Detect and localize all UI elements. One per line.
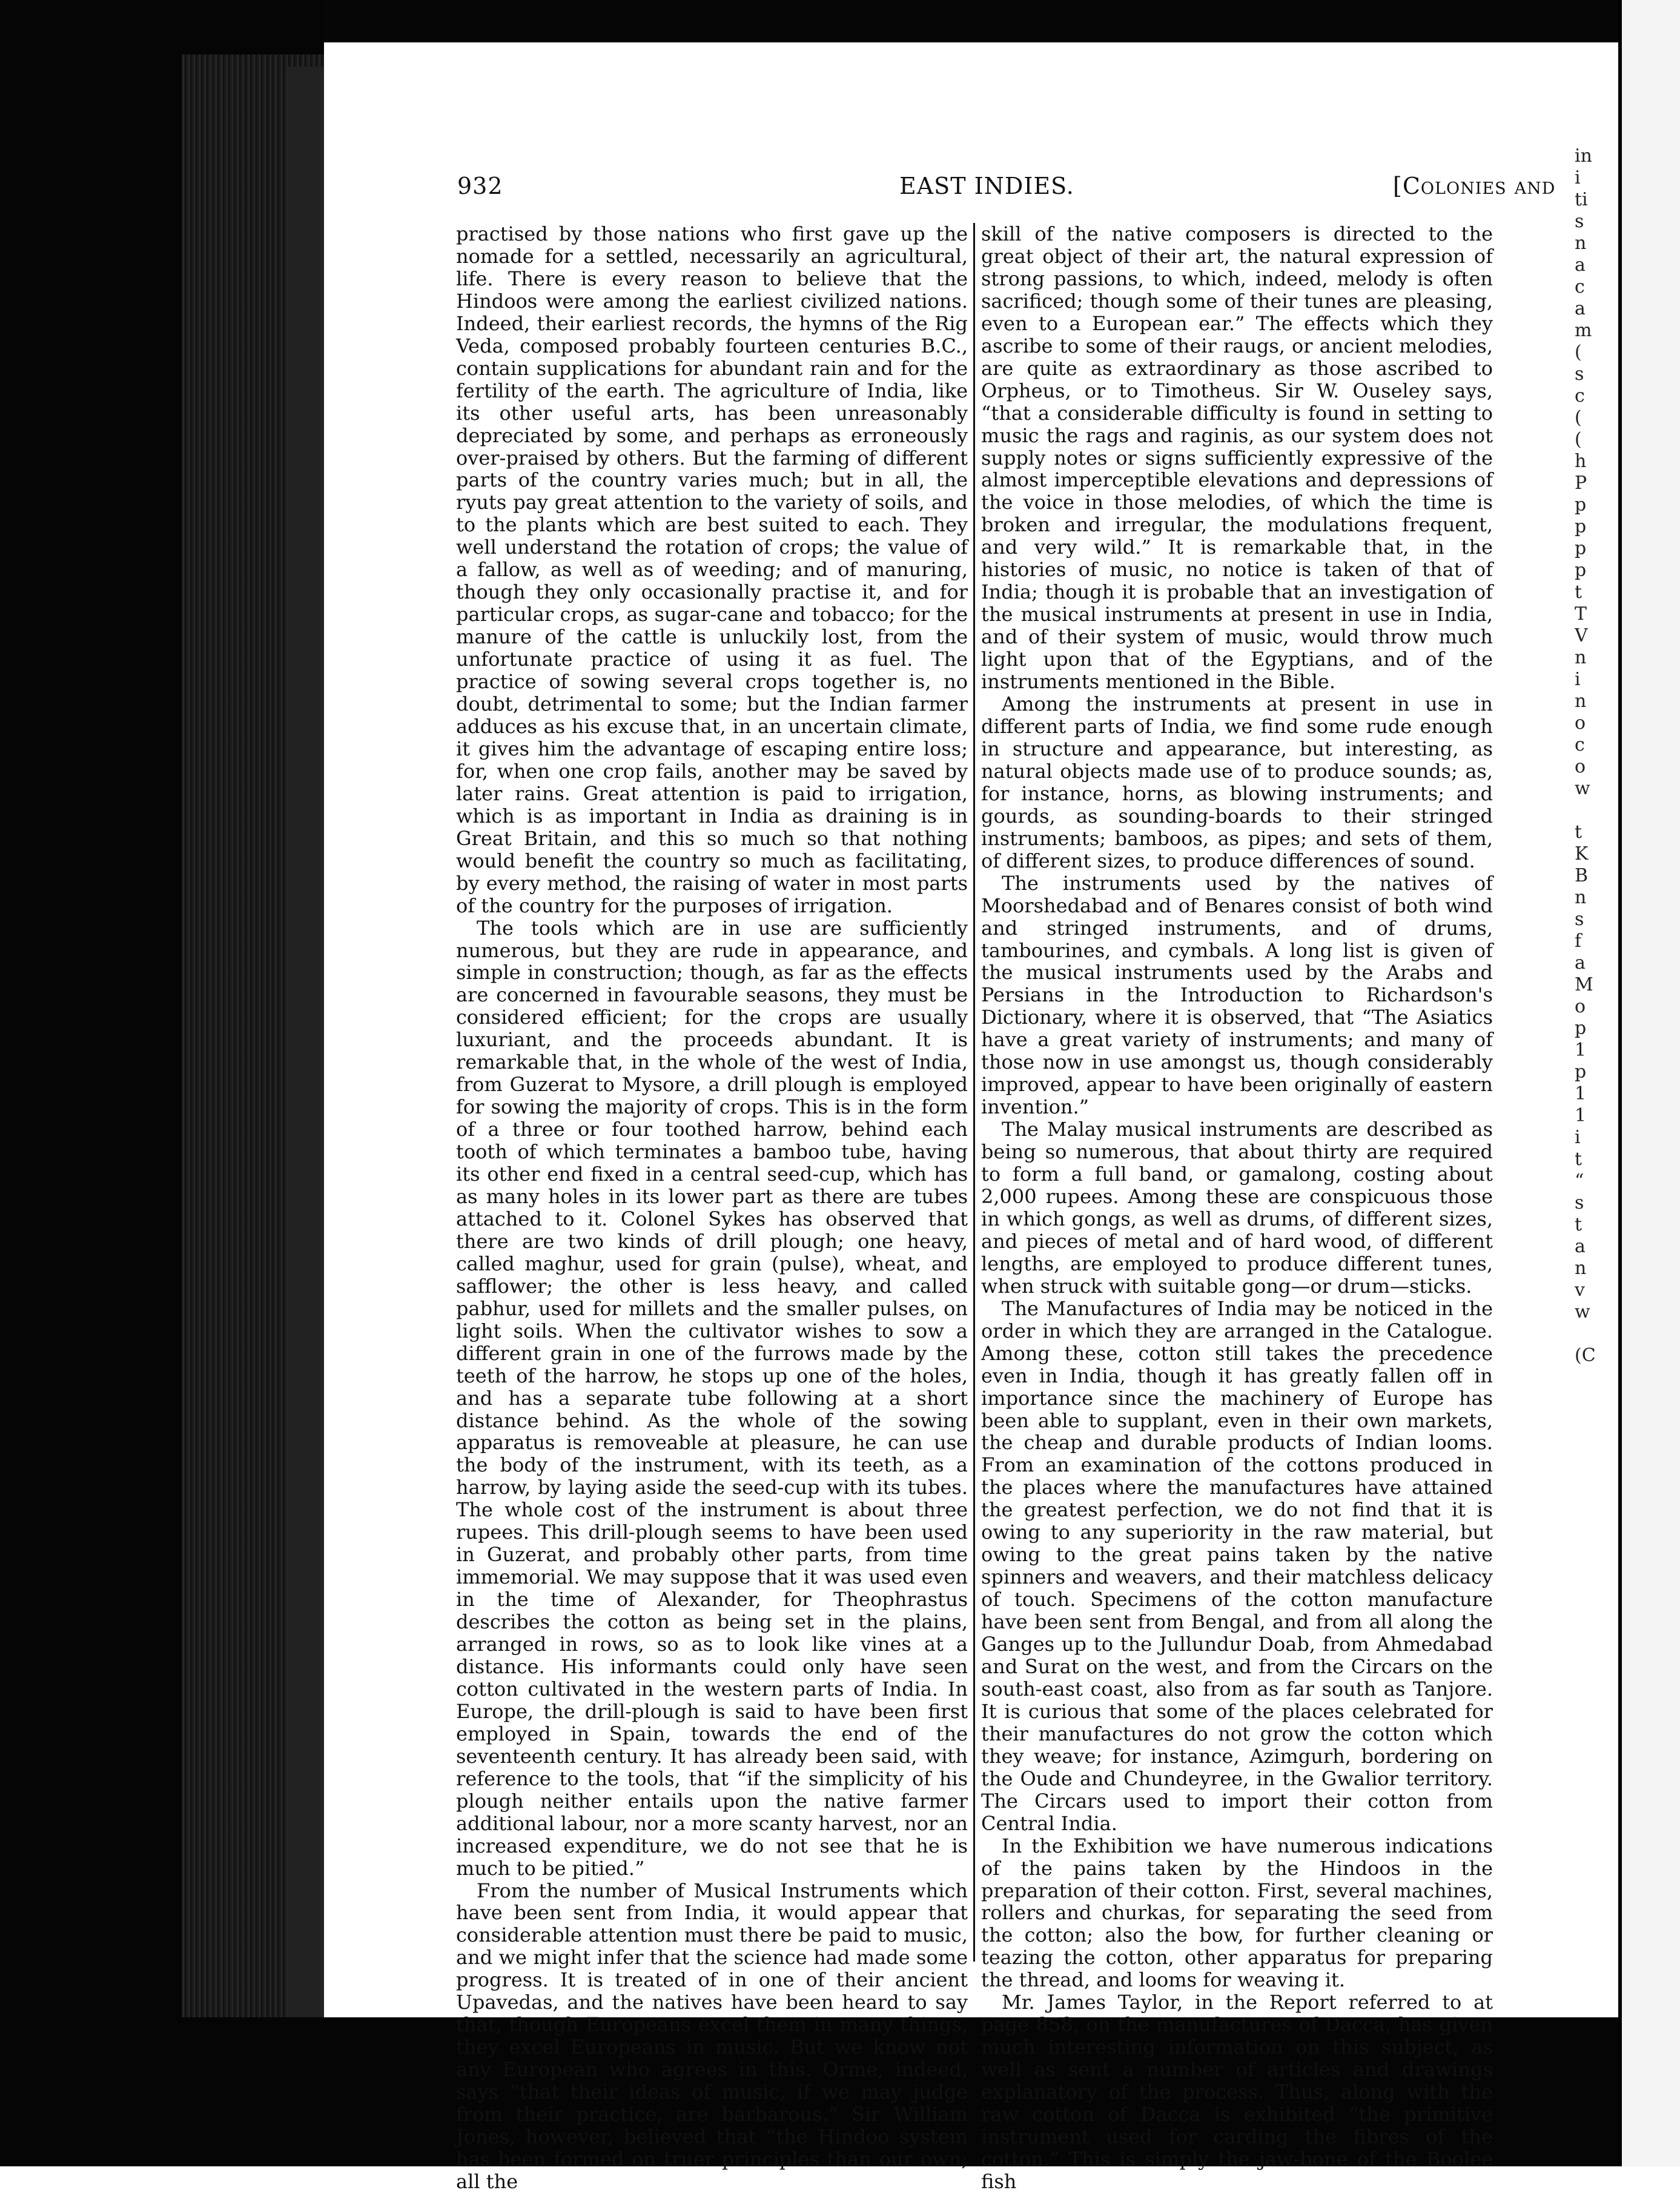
next-page-fragment: n — [1575, 1258, 1587, 1279]
next-page-fragment: 1 — [1575, 1083, 1587, 1104]
next-page-fragment: v — [1575, 1279, 1585, 1301]
next-page-fragment: t — [1575, 1214, 1582, 1235]
next-page-fragment: p — [1575, 494, 1587, 516]
next-page-fragment: t — [1575, 582, 1582, 603]
next-page-fragment: n — [1575, 233, 1587, 254]
next-page-strip — [1618, 0, 1680, 2166]
next-page-fragment: c — [1575, 734, 1585, 755]
next-page-fragment: B — [1575, 865, 1589, 886]
paragraph: The tools which are in use are sufficiently numerous, but they are rude in appearance, and simple in construction; though, as far as the effects are concerned in favourable seasons, they must be considered efficient; for the crops are usually luxuriant, and the proceeds abundant. It is remarkable that, in the whole of the west of India, from Guzerat to Mysore, a drill plough is employed for sowing the majority of crops. This is in the form of a three or four toothed harrow, behind each tooth of which terminates a bamboo tube, having its other end fixed in a central seed-cup, which has as many holes in its lower part as there are tubes attached to it. Colonel Sykes has observed that there are two kinds of drill plough; one heavy, called maghur, used for grain (pulse), wheat, and safflower; the other is less heavy, and called pabhur, used for millets and the smaller pulses, on light soils. When the cultivator wishes to sow a different grain in one of the furrows made by the teeth of the harrow, he stops up one of the holes, and has a separate tube following at a short distance behind. As the whole of the sowing apparatus is removeable at pleasure, he can use the body of the instrument, with its teeth, as a harrow, by laying aside the seed-cup with its tubes. The whole cost of the instrument is about three rupees. This drill-plough seems to have been used in Guzerat, and probably other parts, from time immemorial. We may suppose that it was used even in the time of Alexander, for Theophrastus describes the cotton as being set in the plains, arranged in rows, so as to look like vines at a distance. His informants could only have seen cotton cultivated in the western parts of India. In Europe, the drill-plough is said to have been first employed in Spain, towards the end of the seventeenth century. It has already been said, with reference to the tools, that “if the simplicity of his plough neither entails upon the native farmer additional labour, nor a more scanty harvest, nor an increased expenditure, we do not see that he is much to be pitied.” — [456, 916, 968, 1880]
next-page-fragment: o — [1575, 996, 1586, 1017]
next-page-fragment: 1 — [1575, 1105, 1587, 1126]
next-page-fragment: i — [1575, 167, 1581, 188]
running-title: EAST INDIES. — [899, 173, 1074, 199]
scan-dark-margin-top — [324, 0, 1618, 42]
next-page-fragment: s — [1575, 363, 1584, 385]
next-page-fragment — [1575, 1323, 1611, 1345]
next-page-fragment: n — [1575, 647, 1587, 668]
next-page-fragment: M — [1575, 974, 1593, 995]
next-page-fragment: s — [1575, 909, 1584, 930]
next-page-fragment: p — [1575, 1061, 1587, 1083]
next-page-fragment: p — [1575, 560, 1587, 581]
paragraph: In the Exhibition we have numerous indications of the pains taken by the Hindoos in the preparation of their cotton. First, several machines, rollers and churkas, for separating the seed from the cotton; also the bow, for further cleaning or teazing the cotton, other apparatus for preparing the thread, and looms for weaving it. — [981, 1834, 1493, 1992]
next-page-fragment: a — [1575, 298, 1586, 319]
paragraph: The Malay musical instruments are described as being so numerous, that about thirty are required to form a full band, or gamalong, costing about 2,000 rupees. Among these are conspicuous those in which gongs, as well as drums, of different sizes, and pieces of metal and of hard wood, of different lengths, are employed to produce different tunes, when struck with suitable gong—or drum—sticks. — [981, 1118, 1493, 1298]
running-section-title: [Colonies and — [1393, 173, 1556, 199]
paragraph: From the number of Musical Instruments which have been sent from India, it would appear that considerable attention must there be paid to music, and we might infer that the science had made some progress. It is treated of in one of their ancient Upavedas, and the natives have been heard to say that, though Europeans excel them in many things, they excel Europeans in music. But we know not any European who agrees in this. Orme, indeed, says “that their ideas of music, if we may judge from their practice, are barbarous.” Sir William Jones, however, believed that “the Hindoo system has been formed on truer principles than our own; all the — [456, 1879, 968, 2193]
next-page-fragment: in — [1575, 145, 1592, 167]
next-page-fragment: a — [1575, 952, 1586, 974]
next-page-fragment — [1575, 800, 1611, 821]
next-page-fragment: T — [1575, 603, 1587, 625]
next-page-fragment: w — [1575, 1301, 1590, 1322]
next-page-fragment: n — [1575, 887, 1587, 908]
paragraph: Mr. James Taylor, in the Report referred to at page 858, on the manufactures of Dacca, has given much interesting information on this subject, as well as sent a number of articles and drawings explanatory of the process. Thus, along with the raw cotton of Dacca is exhibited “the primitive instrument used for carding the fibres of the cotton.” This is simply the jaw-bone of the Boolee fish — [981, 1991, 1493, 2193]
next-page-fragment: K — [1575, 843, 1589, 864]
left-column — [456, 223, 968, 2193]
next-page-fragment: w — [1575, 778, 1590, 799]
next-page-fragment: s — [1575, 211, 1584, 232]
next-page-fragment: p — [1575, 538, 1587, 559]
next-page-fragment: a — [1575, 1236, 1586, 1257]
next-page-text-fragments — [1575, 145, 1611, 1367]
next-page-fragment: V — [1575, 625, 1588, 646]
column-divider — [973, 223, 975, 1962]
next-page-fragment: s — [1575, 1192, 1584, 1213]
next-page-fragment: f — [1575, 931, 1582, 952]
next-page-fragment: h — [1575, 451, 1587, 472]
next-page-fragment: (C — [1575, 1345, 1596, 1366]
paragraph: practised by those nations who first gave up the nomade for a settled, necessarily an agricultural, life. There is every reason to believe that the Hindoos were among the earliest civilized nations. Indeed, their earliest records, the hymns of the Rig Veda, composed probably fourteen centuries B.C., contain supplications for abundant rain and for the fertility of the earth. The agriculture of India, like its other useful arts, has been unreasonably depreciated by some, and perhaps as erroneously over-praised by others. But the farming of different parts of the country varies much; but in all, the ryuts pay great attention to the variety of soils, and to the plants which are best suited to each. They well understand the rotation of crops; the value of a fallow, as well as of weeding; and of manuring, though they only occasionally practise it, and for particular crops, as sugar-cane and tobacco; for the manure of the cattle is unluckily lost, from the unfortunate practice of using it as fuel. The practice of sowing several crops together is, no doubt, detrimental to some; but the Indian farmer adduces as his excuse that, in an uncertain climate, it gives him the advantage of escaping entire loss; for, when one crop fails, another may be saved by later rains. Great attention is paid to irrigation, which is as important in India as draining is in Great Britain, and this so much so that nothing would benefit the country so much as facilitating, by every method, the raising of water in most parts of the country for the purposes of irrigation. — [456, 222, 968, 917]
next-page-fragment: ( — [1575, 342, 1582, 363]
next-page-fragment: i — [1575, 1127, 1581, 1148]
book-spine-shadow — [288, 67, 324, 2042]
next-page-fragment: t — [1575, 821, 1582, 843]
next-page-fragment: ( — [1575, 407, 1582, 428]
next-page-fragment: n — [1575, 691, 1587, 712]
next-page-fragment: p — [1575, 516, 1587, 537]
next-page-fragment: m — [1575, 320, 1592, 341]
next-page-fragment: i — [1575, 669, 1581, 690]
next-page-fragment: t — [1575, 1149, 1582, 1170]
next-page-fragment: ti — [1575, 189, 1588, 210]
paragraph: The instruments used by the natives of Moorshedabad and of Benares consist of both wind and stringed instruments, and of drums, tambourines, and cymbals. A long list is given of the musical instruments used by the Arabs and Persians in the Introduction to Richardson's Dictionary, where it is observed, that “The Asiatics have a great variety of instruments; and many of those now in use amongst us, though considerably improved, appear to have been originally of eastern invention.” — [981, 871, 1493, 1119]
right-column — [981, 223, 1493, 2193]
next-page-fragment: c — [1575, 385, 1585, 406]
page-number: 932 — [457, 173, 503, 199]
next-page-fragment: 1 — [1575, 1040, 1587, 1061]
next-page-fragment: ( — [1575, 429, 1582, 450]
next-page-fragment: “ — [1575, 1170, 1584, 1192]
next-page-fragment: o — [1575, 756, 1586, 777]
next-page-fragment: P — [1575, 473, 1587, 494]
next-page-fragment: o — [1575, 712, 1586, 734]
paragraph: The Manufactures of India may be noticed in the order in which they are arranged in the Catalogue. Among these, cotton still takes the precedence even in India, though it has greatly fallen off in importance since the machinery of Europe has been able to supplant, even in their own markets, the cheap and durable products of Indian looms. From an examination of the cottons produced in the places where the manufactures have attained the greatest perfection, we do not find that it is owing to any superiority in the raw material, but owing to the great pains taken by the native spinners and weavers, and their matchless delicacy of touch. Specimens of the cotton manufacture have been sent from Bengal, and from all along the Ganges up to the Jullundur Doab, from Ahmedabad and Surat on the west, and from the Circars on the south-east coast, also from as far south as Tanjore. It is curious that some of the places celebrated for their manufactures do not grow the cotton which they weave; for instance, Azimgurh, bordering on the Oude and Chundeyree, in the Gwalior territory. The Circars used to import their cotton from Central India. — [981, 1296, 1493, 1835]
next-page-fragment: a — [1575, 254, 1586, 276]
next-page-fragment: c — [1575, 276, 1585, 297]
book-page — [324, 42, 1618, 2193]
paragraph: Among the instruments at present in use in different parts of India, we find some rude enough in structure and appearance, but interesting, as natural objects made use of to produce sounds; as, for instance, horns, as blowing instruments; and gourds, as sounding-boards to their stringed instruments; bamboos, as pipes; and sets of them, of different sizes, to produce differences of sound. — [981, 692, 1493, 872]
paragraph: skill of the native composers is directed to the great object of their art, the natural expression of strong passions, to which, indeed, melody is often sacrificed; though some of their tunes are pleasing, even to a European ear.” The effects which they ascribe to some of their raugs, or ancient melodies, are quite as extraordinary as those ascribed to Orpheus, or to Timotheus. Sir W. Ouseley says, “that a considerable difficulty is found in setting to music the rags and raginis, as our system does not supply notes or signs sufficiently expressive of the almost imperceptible elevations and depressions of the voice in those melodies, of which the time is broken and irregular, the modulations frequent, and very wild.” It is remarkable that, in the histories of music, no notice is taken of that of India; though it is probable that an investigation of the musical instruments at present in use in India, and of their system of music, would throw much light upon that of the Egyptians, and of the instruments mentioned in the Bible. — [981, 222, 1493, 694]
next-page-fragment: p — [1575, 1018, 1587, 1039]
